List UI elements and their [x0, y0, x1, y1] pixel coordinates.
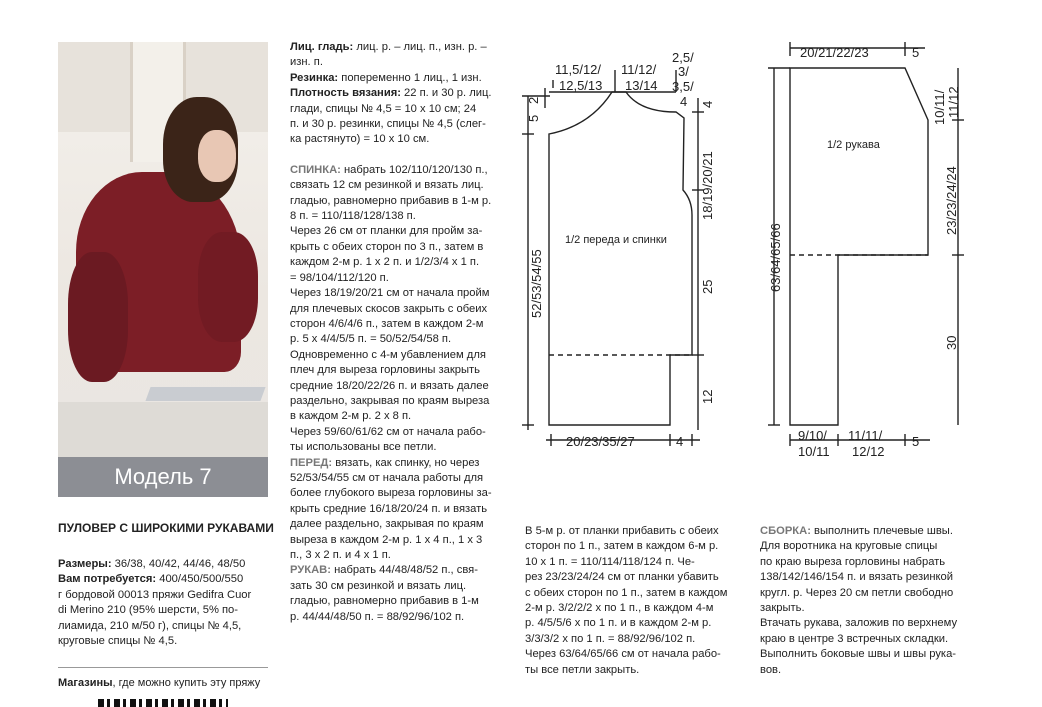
dim-sleeve-taper: 23/23/24/24	[944, 166, 959, 235]
text-line: более глубокого выреза горловины за-	[290, 487, 492, 500]
text-line: кругл. р. Через 20 см петли свободно	[760, 586, 954, 599]
sizes-value: 36/38, 40/42, 44/46, 48/50	[111, 558, 246, 570]
sleeve-diagram-label: 1/2 рукава	[827, 139, 880, 151]
text-line: Через 63/64/65/66 см от начала рабо-	[525, 648, 721, 661]
text-line: вов.	[760, 663, 782, 676]
shops-text: , где можно купить эту пряжу	[112, 677, 261, 689]
dim-sleeve-bottom-3: 11/11/	[848, 428, 883, 443]
text-line: глади, спицы № 4,5 = 10 х 10 см; 24	[290, 102, 477, 115]
body-diagram-label: 1/2 переда и спинки	[565, 234, 667, 246]
dim-shoulder-width-2: 13/14	[625, 78, 658, 93]
text-line: 10 х 1 п. = 110/114/118/124 п. Че-	[525, 555, 695, 568]
text-line: р. 44/44/48/50 п. = 88/92/96/102 п.	[290, 610, 465, 623]
text-line: средние 18/20/22/26 п. и вязать далее	[290, 379, 489, 392]
text-line: выреза в каждом 2-м р. 1 х 4 п., 1 х 3	[290, 533, 483, 546]
dim-rib-height: 12	[700, 389, 715, 404]
text-line: краю в центре 3 встречных складки.	[760, 632, 949, 645]
section-heading: СБОРКА:	[760, 525, 811, 537]
dim-neck-width-2: 12,5/13	[559, 78, 603, 93]
dim-neck-depth: 5	[526, 114, 541, 122]
text-line: лиц. р. – лиц. п., изн. р. –	[353, 41, 487, 53]
section-heading: СПИНКА:	[290, 163, 341, 176]
text-line: выполнить плечевые швы.	[810, 525, 953, 537]
text-line: Через 18/19/20/21 см от начала пройм	[290, 287, 490, 300]
section-heading: ПЕРЕД:	[290, 456, 333, 469]
text-line: Через 26 см от планки для пройм за-	[290, 225, 483, 238]
materials-line-4: лиамида, 210 м/50 г), спицы № 4,5,	[58, 619, 242, 632]
dim-sleeve-top-edge: 5	[912, 45, 920, 60]
text-line: сторон по 1 п., затем в каждом 6-м р.	[525, 540, 719, 553]
text-line: 52/53/54/55 см от начала работы для	[290, 471, 484, 484]
dim-body-side: 4	[676, 434, 684, 449]
text-line: Для воротника на круговые спицы	[760, 540, 938, 553]
dim-back-neck: 2	[526, 96, 541, 104]
dim-sleeve-length: 63/64/65/66	[768, 223, 783, 292]
dim-sleeve-cap-1: 10/11/	[932, 89, 947, 125]
text-line: плеч для выреза горловины закрыть	[290, 364, 480, 377]
text-line: ка растянуто) = 10 х 10 см.	[290, 133, 430, 146]
text-line: закрыть.	[760, 602, 805, 615]
text-line: гладью, равномерно прибавив в 1-м р.	[290, 194, 492, 207]
dim-body-length: 52/53/54/55	[529, 249, 544, 318]
dim-sleeve-cuff: 30	[944, 335, 959, 350]
text-line: для плечевых скосов закрыть с обеих	[290, 302, 488, 315]
dim-sleeve-bottom-2: 10/11	[798, 444, 830, 459]
dim-sleeve-bottom-1: 9/10/	[798, 428, 827, 443]
dim-sleeve-cap-2: 11/12	[946, 86, 961, 118]
text-line: 22 п. и 30 р. лиц.	[400, 87, 492, 100]
sizes-label: Размеры:	[58, 558, 112, 570]
text-line: с обеих сторон по 1 п., затем в каждом	[525, 586, 728, 599]
text-line: раздельно, закрывая по краям выреза	[290, 394, 490, 407]
dim-armhole-2: 3/	[678, 64, 689, 79]
text-line: рез 23/23/24/24 см от планки убавить	[525, 571, 719, 584]
text-line: изн. п.	[290, 56, 323, 69]
materials-line-3: di Merino 210 (95% шерсти, 5% по-	[58, 604, 239, 617]
dim-sleeve-top-width: 20/21/22/23	[800, 45, 869, 60]
text-bold: Лиц. гладь:	[290, 41, 354, 53]
text-line: Одновременно с 4-м убавлением для	[290, 348, 486, 361]
text-line: попеременно 1 лиц., 1 изн.	[338, 71, 482, 84]
body-schematic	[522, 70, 704, 446]
model-caption: Модель 7	[58, 457, 268, 497]
dim-sleeve-bottom-5: 5	[912, 434, 920, 449]
section-heading: РУКАВ:	[290, 564, 331, 577]
text-line: связать 12 см резинкой и вязать лиц.	[290, 179, 484, 192]
text-line: 138/142/146/154 п. и вязать резинкой	[760, 571, 954, 584]
text-line: Выполнить боковые швы и швы рука-	[760, 648, 957, 661]
text-line: ты все петли закрыть.	[525, 663, 640, 676]
text-line: 3/3/3/2 х по 1 п. = 88/92/96/102 п.	[525, 632, 696, 645]
shops-label: Магазины	[58, 677, 113, 689]
materials-line-1: 400/450/500/550	[156, 573, 244, 586]
pattern-title: ПУЛОВЕР С ШИРОКИМИ РУКАВАМИ	[58, 521, 274, 535]
text-line: Через 59/60/61/62 см от начала рабо-	[290, 425, 486, 438]
dim-shoulder-width-1: 11/12/	[621, 62, 657, 77]
text-line: в каждом 2-м р. 2 х 8 п.	[290, 410, 412, 423]
materials-label: Вам потребуется:	[58, 573, 157, 586]
dim-neck-width-1: 11,5/12/	[555, 62, 602, 77]
text-line: зать 30 см резинкой и вязать лиц.	[290, 579, 467, 592]
text-line: Втачать рукава, заложив по верхнему	[760, 617, 958, 630]
materials-line-2: г бордовой 00013 пряжи Gedifra Cuor	[58, 588, 252, 601]
dim-armhole-3: 3,5/	[672, 79, 694, 94]
dim-armhole-1: 2,5/	[672, 50, 694, 65]
text-line: р. 5 х 4/4/5/5 п. = 50/52/54/58 п.	[290, 333, 452, 346]
text-line: р. 4/5/5/6 х по 1 п. и в каждом 2-м р.	[525, 617, 712, 630]
text-bold: Резинка:	[290, 71, 339, 84]
text-line: набрать 102/110/120/130 п.,	[340, 163, 488, 176]
text-line: п., 3 х 2 п. и 4 х 1 п.	[290, 549, 391, 561]
text-line: сторон 4/6/4/6 п., затем в каждом 2-м	[290, 317, 484, 330]
text-line: 2-м р. 3/2/2/2 х по 1 п., в каждом 4-м	[525, 602, 714, 615]
text-line: крыть с обеих сторон по 3 п., затем в	[290, 240, 484, 253]
text-line: п. и 30 р. резинки, спицы № 4,5 (слег-	[290, 118, 486, 131]
text-line: вязать, как спинку, но через	[332, 456, 480, 469]
dim-side-length: 25	[700, 279, 715, 294]
text-line: = 98/104/112/120 п.	[290, 271, 389, 284]
text-bold: Плотность вязания:	[290, 87, 401, 100]
text-line: 8 п. = 110/118/128/138 п.	[290, 210, 416, 223]
text-line: гладью, равномерно прибавив в 1-м	[290, 595, 479, 608]
dim-armhole-4: 4	[680, 94, 688, 109]
text-line: ты использованы все петли.	[290, 441, 437, 454]
dim-armhole-height: 18/19/20/21	[700, 151, 715, 220]
text-line: крыть средние 16/18/20/24 п. и вязать	[290, 502, 488, 515]
dim-sleeve-bottom-4: 12/12	[852, 444, 885, 459]
text-line: набрать 44/48/48/52 п., свя-	[331, 564, 478, 577]
text-line: каждом 2-м р. 1 х 2 п. и 1/2/3/4 х 1 п.	[290, 256, 480, 269]
dim-body-width: 20/23/35/27	[566, 434, 635, 449]
text-line: В 5-м р. от планки прибавить с обеих	[525, 525, 719, 537]
text-line: по краю выреза горловины набрать	[760, 555, 946, 568]
materials-line-5: круговые спицы № 4,5.	[58, 635, 178, 648]
dim-shoulder-slope: 4	[700, 100, 715, 108]
text-line: далее раздельно, закрывая по краям	[290, 518, 484, 531]
